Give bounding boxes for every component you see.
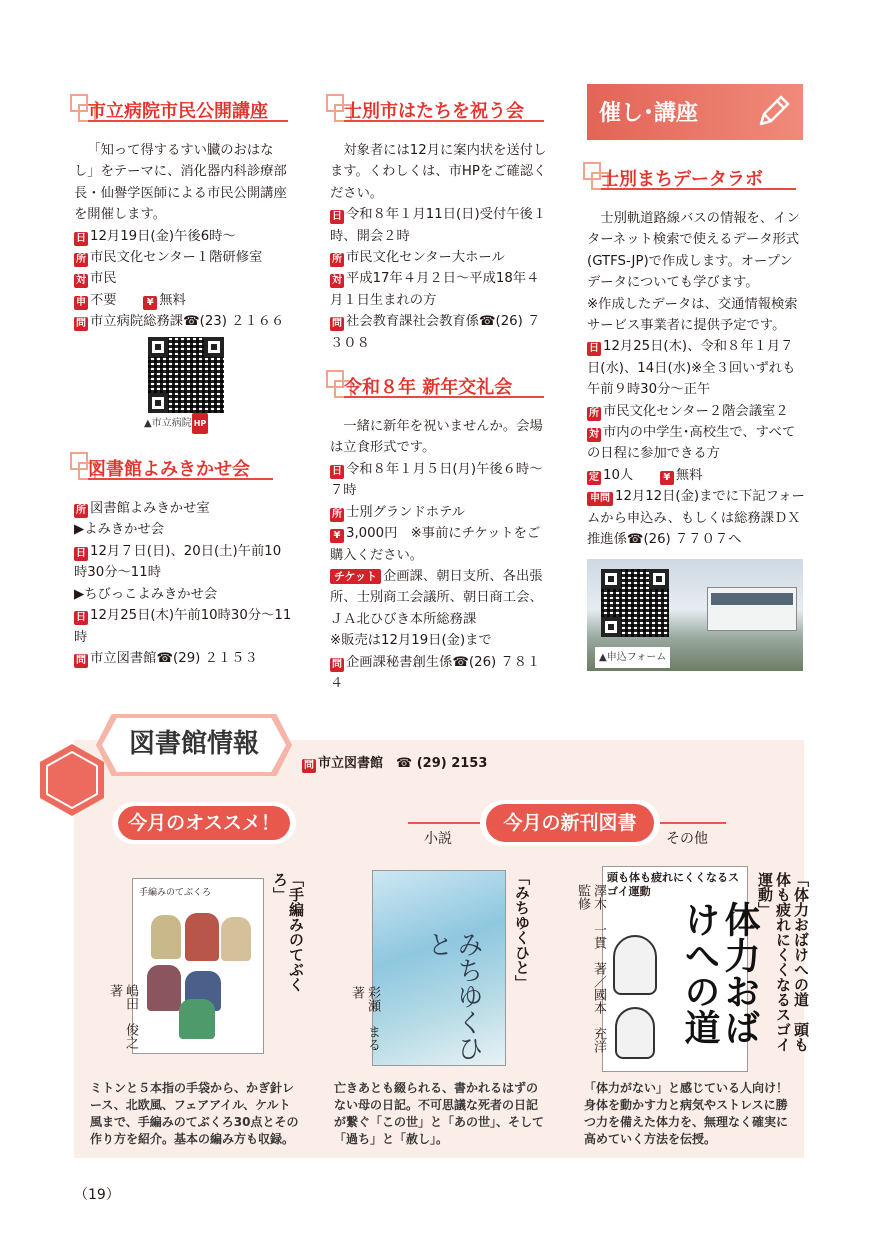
- section-title: [74, 100, 292, 130]
- date-icon: 日: [589, 343, 599, 355]
- date-text: 12月25日(木)午前10時30分〜11時: [74, 608, 292, 645]
- ghost-illustration: [613, 935, 657, 995]
- contact-text: 社会教育課社会教育係☎(26) ７３０８: [330, 314, 541, 351]
- subheading: ▶ちびっこよみきかせ会: [74, 586, 218, 602]
- place-text: 市民文化センター２階会議室２: [603, 403, 789, 419]
- fee-icon: ¥: [660, 471, 674, 485]
- fee-text: 無料: [675, 467, 703, 483]
- target-text: 平成17年４月２日〜平成18年４月１日生まれの方: [330, 271, 540, 308]
- cover-title: みちゆくひと: [423, 931, 483, 1061]
- contact-text: 企画課秘書創生係☎(26) ７８１４: [330, 654, 541, 691]
- book-title: 「みちゆくひと」: [513, 870, 531, 990]
- book-description: 「体力がない」と感じている人向け！身体を動かす力と病気やストレスに勝つ力を備えた体力を、無理なく確実に高めていく方法を伝授。: [584, 1081, 789, 1146]
- bus-photo: [587, 559, 803, 671]
- subheading: ▶よみきかせ会: [74, 522, 165, 538]
- section-title: [74, 458, 292, 488]
- capacity-text: 10人: [603, 467, 634, 483]
- place-text: 市民文化センター大ホール: [346, 250, 505, 266]
- fee-icon: ¥: [330, 529, 344, 543]
- capacity-icon: 定: [589, 471, 599, 483]
- book-cover: [602, 866, 760, 1072]
- ticket-note: ※販売は12月19日(金)まで: [330, 633, 492, 649]
- book-cover: [372, 870, 506, 1066]
- category-novel: 小説: [424, 831, 452, 847]
- qr-block[interactable]: [144, 337, 292, 434]
- qr-code-icon[interactable]: [601, 569, 669, 637]
- gloves-illustration: [151, 915, 181, 959]
- library-contact-text: 市立図書館 ☎ (29) 2153: [318, 756, 488, 771]
- ticket-text: 企画課、朝日支所、各出張所、士別商工会議所、朝日商工会、ＪＡ北ひびき本所総務課: [330, 568, 543, 627]
- banner-title: 催し･講座: [599, 101, 699, 126]
- cover-subtitle: 頭も体も疲れにくくなるスゴイ運動: [607, 871, 739, 898]
- section-heading: 士別市はたちを祝う会: [344, 101, 524, 122]
- events-banner: [587, 84, 803, 140]
- book-cover: [132, 878, 264, 1054]
- target-text: 市内の中学生･高校生で、すべての日程に参加できる方: [587, 425, 796, 462]
- section-title: [587, 168, 805, 198]
- place-icon: 所: [589, 407, 599, 419]
- qr-caption: ▲市立病院: [144, 417, 192, 429]
- column-1: [74, 100, 292, 669]
- section-heading: 市立病院市民公開講座: [88, 101, 268, 122]
- apply-text: 不要: [90, 292, 117, 308]
- body-text: 対象者には12月に案内状を送付します。くわしくは、市HPをご確認ください。: [330, 143, 547, 201]
- body-text: 士別軌道路線バスの情報を、インターネット検索で使えるデータ形式(GTFS-JP)で作成します。オープンデータについても学びます。: [587, 211, 800, 291]
- cover-title: 手編みのてぶくろ: [139, 888, 212, 898]
- date-text: 令和８年１月５日(月)午後６時〜７時: [330, 461, 543, 499]
- place-icon: 所: [76, 505, 86, 517]
- column-3: [587, 168, 805, 671]
- date-text: 12月19日(金)午後6時〜: [90, 228, 236, 244]
- target-text: 市民: [90, 271, 117, 287]
- hp-badge: HP: [192, 413, 209, 434]
- book-title: 「手編みのてぶくろ」: [271, 872, 305, 992]
- date-text: 12月７日(日)、20日(土)午前10時30分〜11時: [74, 543, 282, 581]
- apply-contact-icon: 申問: [587, 492, 613, 506]
- date-icon: 日: [76, 612, 86, 624]
- place-text: 市民文化センター１階研修室: [90, 250, 263, 266]
- section-title: [330, 376, 548, 406]
- date-icon: 日: [76, 232, 86, 244]
- contact-icon: 問: [332, 658, 342, 670]
- place-icon: 所: [332, 508, 342, 520]
- book-author: 澤木 一貫 著／國本 充洋 監修: [575, 884, 606, 1066]
- book-description: ミトンと５本指の手袋から、かぎ針レース、北欧風、フェアアイル、ケルト風まで、手編みのてぶくろ30点とその作り方を紹介。基本の編み方も収録。: [90, 1081, 299, 1146]
- date-icon: 日: [332, 465, 342, 477]
- note-text: ※作成したデータは、交通情報検索サービス事業者に提供予定です。: [587, 296, 798, 334]
- contact-icon: 問: [332, 318, 342, 330]
- date-icon: 日: [332, 211, 342, 223]
- book-author: 彩瀬 まる 著: [349, 986, 380, 1064]
- date-icon: 日: [76, 547, 86, 559]
- new-books-label: 今月の新刊図書: [486, 804, 654, 842]
- book-author: 嶋田 俊之 著: [107, 984, 138, 1062]
- category-other: その他: [666, 831, 708, 847]
- contact-icon: 問: [304, 760, 314, 771]
- target-icon: 対: [76, 275, 86, 287]
- book-description: 亡きあとも綴られる、書かれるはずのない母の日記。不可思議な死者の日記が繋ぐ「この世」と「あの世」、そして「過ち」と「赦し」。: [334, 1081, 545, 1146]
- fee-icon: ¥: [143, 296, 157, 310]
- fee-text: 無料: [159, 292, 186, 308]
- pencil-icon: [753, 92, 793, 132]
- page-number: （19）: [74, 1187, 120, 1203]
- section-heading: 士別まちデータラボ: [601, 169, 763, 190]
- qr-code-icon[interactable]: [148, 337, 224, 413]
- contact-text: 市立図書館☎(29) ２１５３: [90, 650, 258, 666]
- place-icon: 所: [332, 254, 342, 266]
- target-icon: 対: [332, 275, 342, 287]
- apply-text: 12月12日(金)までに下記フォームから申込み、もしくは総務課ＤＸ推進係☎(26) ７７０７へ: [587, 489, 805, 548]
- qr-caption: ▲申込フォーム: [595, 647, 670, 668]
- fee-text: 3,000円 ※事前にチケットをご購入ください。: [330, 526, 541, 563]
- library-contact: [302, 752, 487, 773]
- apply-icon: 申: [76, 296, 86, 308]
- section-title: [330, 100, 548, 130]
- hexagon-decoration: [36, 740, 108, 820]
- place-text: 士別グランドホテル: [346, 504, 466, 520]
- section-heading: 図書館よみきかせ会: [88, 459, 250, 481]
- contact-text: 市立病院総務課☎(23) ２１６６: [90, 314, 285, 330]
- place-icon: 所: [76, 254, 86, 266]
- body-text: 一緒に新年を祝いませんか。会場は立食形式です。: [330, 419, 543, 456]
- target-icon: 対: [589, 429, 599, 441]
- contact-icon: 問: [76, 654, 86, 666]
- ticket-badge: チケット: [330, 569, 381, 584]
- library-title: 図書館情報: [128, 729, 259, 759]
- section-heading: 令和８年 新年交礼会: [344, 377, 513, 399]
- book-title: 「体力おばけへの道 頭も体も疲れにくくなるスゴイ運動」: [756, 872, 810, 1052]
- recommend-label: 今月のオススメ！: [118, 806, 290, 840]
- date-text: 12月25日(木)、令和８年１月７日(水)、14日(水)※全３回いずれも午前９時30分〜正午: [587, 339, 796, 398]
- date-text: 令和８年１月11日(日)受付午後１時、開会２時: [330, 207, 547, 244]
- contact-icon: 問: [76, 318, 86, 330]
- cover-title: 体力おばけへの道: [679, 901, 760, 1045]
- column-2: [330, 100, 548, 694]
- place-text: 図書館よみきかせ室: [90, 501, 210, 517]
- body-text: 「知って得するすい臓のおはなし」をテーマに、消化器内科診療部長・仙譽学医師による市民公開講座を開催します。: [74, 143, 287, 223]
